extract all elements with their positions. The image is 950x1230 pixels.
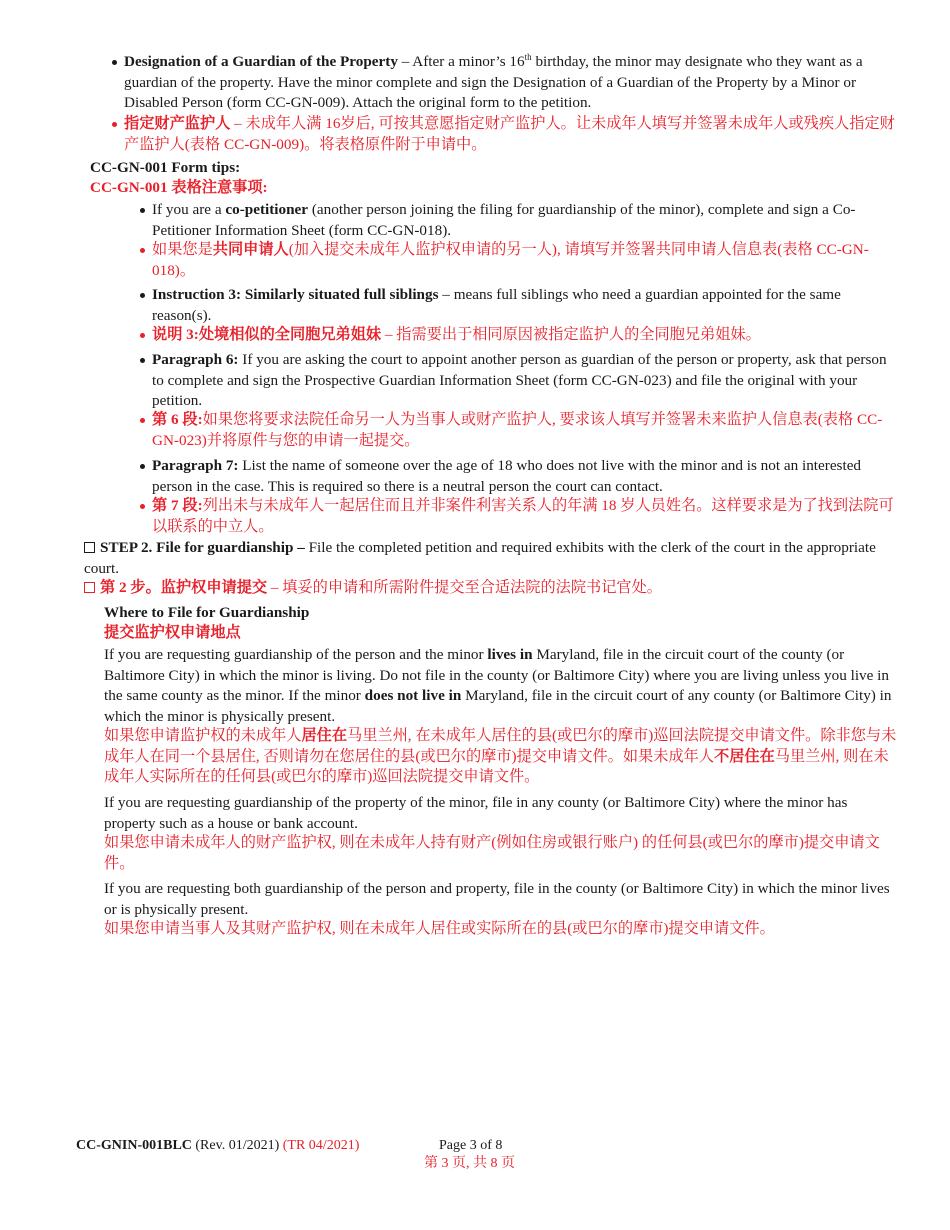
- guardian-property-cn: 指定财产监护人 – 未成年人满 16岁后, 可按其意愿指定财产监护人。让未成年人填写并签署未成年人或残疾人指定财产监护人(表格 CC-GN-009)。将表格原件附于申请中。: [124, 114, 899, 155]
- tip-paragraph6-cn: 第 6 段:如果您将要求法院任命另一人为当事人或财产监护人, 要求该人填写并签署未来监护人信息表(表格 CC-GN-023)并将原件与您的申请一起提交。: [152, 410, 897, 451]
- footer-page-number-cn: 第 3 页, 共 8 页: [424, 1156, 515, 1171]
- where-p3-en: If you are requesting both guardianship of the person and property, file in the county (or Baltimore City) in which the minor lives or is physically present.: [104, 880, 890, 918]
- step2-checkbox-cn[interactable]: [84, 582, 95, 593]
- where-p1-cn: 如果您申请监护权的未成年人居住在马里兰州, 在未成年人居住的县(或巴尔的摩市)巡回法院提交申请文件。除非您与未成年人在同一个县居住, 否则请勿在您居住的县(或巴尔的摩市)提交申请文件。如果未成年人不居住在马里兰州, 则在未成年人实际所在的任何县(或巴尔的摩市)巡回法院提交申请文件。: [104, 727, 897, 785]
- step2-checkbox[interactable]: [84, 542, 95, 553]
- tip-instruction3-en: Instruction 3: Similarly situated full siblings – means full siblings who need a guardian appointed for the same reason(s).: [152, 285, 897, 326]
- footer-form-id: CC-GNIN-001BLC (Rev. 01/2021) (TR 04/2021): [76, 1138, 360, 1153]
- where-p1-en: If you are requesting guardianship of the person and the minor lives in Maryland, file in the circuit court of the county (or Baltimore City) in which the minor is living. Do not file in the county (or Baltimore City) where you are living unless you live in the same county as the minor. If the minor does not live in Maryland, file in the circuit court of any county (or Baltimore City) in which the minor is physically present.: [104, 646, 892, 725]
- guardian-property-en: Designation of a Guardian of the Property – After a minor’s 16th birthday, the minor may designate who they want as a guardian of the property. Have the minor complete and sign the Designation of a Guardian of the Property by a Minor or Disabled Person (form CC-GN-009). Attach the original form to the petition.: [124, 52, 899, 114]
- step2-cn: 第 2 步。监护权申请提交 – 填妥的申请和所需附件提交至合适法院的法院书记官处。: [84, 578, 914, 599]
- form-tips-heading-en: CC-GN-001 Form tips:: [90, 159, 241, 176]
- tip-paragraph6-en: Paragraph 6: If you are asking the court to appoint another person as guardian of the person or property, ask that person to complete and sign the Prospective Guardian Information Sheet (form CC-GN-023) and file the original with your petition.: [152, 350, 897, 412]
- where-p2-en: If you are requesting guardianship of the property of the minor, file in any county (or Baltimore City) where the minor has property such as a house or bank account.: [104, 794, 848, 832]
- tip-copetitioner-en: If you are a co-petitioner (another person joining the filing for guardianship of the minor), complete and sign a Co-Petitioner Information Sheet (form CC-GN-018).: [152, 200, 897, 241]
- step2-en: STEP 2. File for guardianship – File the completed petition and required exhibits with the clerk of the court in the appropriate court.: [84, 539, 876, 577]
- tip-copetitioner-cn: 如果您是共同申请人(加入提交未成年人监护权申请的另一人), 请填写并签署共同申请人信息表(表格 CC-GN-018)。: [152, 240, 897, 281]
- where-p3-cn: 如果您申请当事人及其财产监护权, 则在未成年人居住或实际所在的县(或巴尔的摩市)提交申请文件。: [104, 920, 775, 937]
- tip-paragraph7-cn: 第 7 段:列出未与未成年人一起居住而且并非案件利害关系人的年满 18 岁人员姓名。这样要求是为了找到法院可以联系的中立人。: [152, 496, 897, 537]
- tip-paragraph7-en: Paragraph 7: List the name of someone over the age of 18 who does not live with the minor and is not an interested person in the case. This is required so there is a neutral person the court can contact.: [152, 456, 897, 497]
- tip-instruction3-cn: 说明 3:处境相似的全同胞兄弟姐妹 – 指需要出于相同原因被指定监护人的全同胞兄弟姐妹。: [152, 325, 897, 346]
- footer-page-number: Page 3 of 8: [439, 1138, 503, 1153]
- where-to-file-heading-en: Where to File for Guardianship: [104, 604, 310, 621]
- guardian-property-en-title: Designation of a Guardian of the Property: [124, 53, 398, 70]
- form-tips-heading-cn: CC-GN-001 表格注意事项:: [90, 179, 268, 196]
- where-to-file-heading-cn: 提交监护权申请地点: [104, 624, 241, 641]
- where-p2-cn: 如果您申请未成年人的财产监护权, 则在未成年人持有财产(例如住房或银行账户) 的任何县(或巴尔的摩市)提交申请文件。: [104, 834, 880, 872]
